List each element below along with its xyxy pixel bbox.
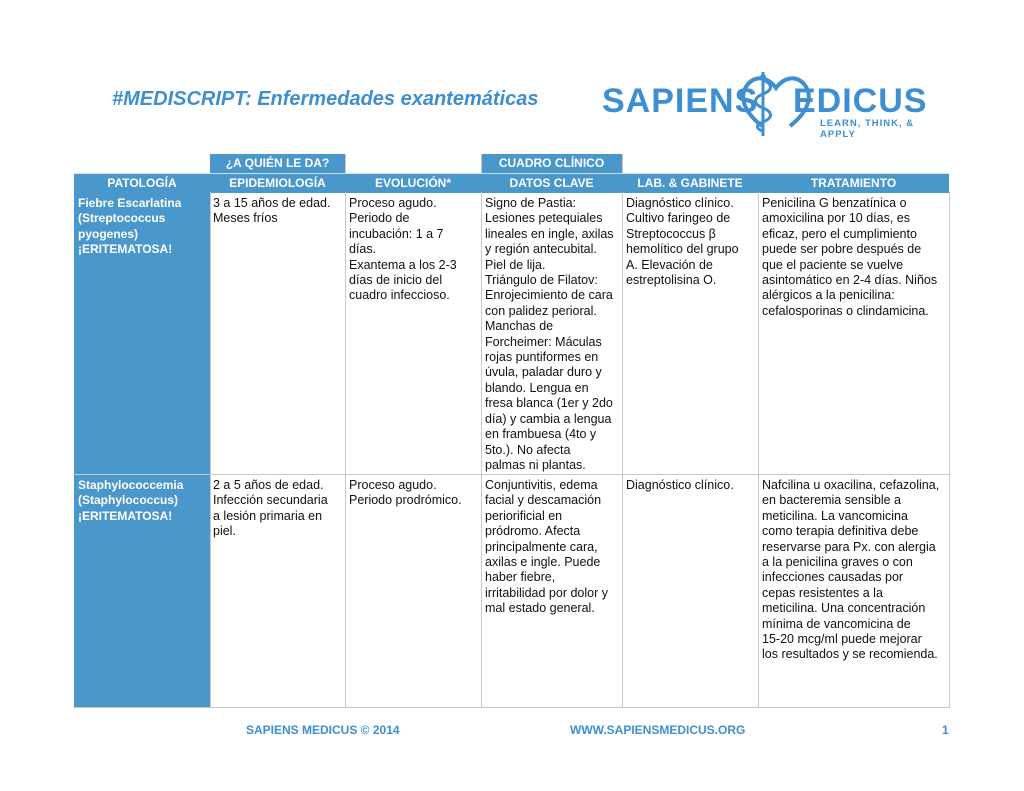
column-header-lab: LAB. & GABINETE [637, 176, 743, 190]
grid-line [210, 192, 211, 707]
grid-line [622, 192, 623, 707]
column-header-key-data: DATOS CLAVE [509, 176, 594, 190]
table-header-row [74, 173, 949, 193]
sapiens-medicus-logo [600, 66, 945, 138]
pathology-cell: Staphylococcemia (Staphylococcus) ¡ERITEMATOSA! [78, 478, 184, 523]
treatment-cell: Nafcilina u oxacilina, cefazolina, en bacteremia sensible a meticilina. La vancomicina como terapia definitiva debe reservarse para Px. con alergia a la penicilina graves o con infecciones causadas por cepas resistentes a la meticilina. Una concentración mínima de vancomicina de 15-20 mcg/ml puede mejorar los resultados y se recomienda. [762, 478, 940, 662]
column-header-evolution: EVOLUCIÓN* [374, 176, 451, 190]
group-header-clinical: CUADRO CLÍNICO [481, 154, 622, 173]
pathology-cell: Fiebre Escarlatina (Streptococcus pyogenes) ¡ERITEMATOSA! [78, 196, 182, 257]
group-header-who: ¿A QUIÉN LE DA? [210, 154, 345, 173]
lab-cell: Diagnóstico clínico. [626, 478, 734, 492]
key-data-cell: Signo de Pastia: Lesiones petequiales lineales en ingle, axilas y región antecubital. Piel de lija. Triángulo de Filatov: Enrojecimiento de cara con palidez perioral. Manchas de Forcheimer: Máculas rojas puntiformes en úvula, paladar duro y blando. Lengua en fresa blanca (1er y 2do día) y cambia a lengua en frambuesa (4to y 5to.). No afecta palmas ni plantas. [485, 196, 614, 472]
pathology-column-background [74, 192, 210, 707]
grid-line [345, 154, 346, 173]
grid-line [74, 474, 950, 475]
treatment-cell: Penicilina G benzatínica o amoxicilina por 10 días, es eficaz, pero el cumplimiento puede ser pobre después de que el paciente se vuelve asintomático en 2-4 días. Niños alérgicos a la penicilina: cefalosporinas o clindamicina. [762, 196, 938, 318]
logo-tagline: LEARN, THINK, & APPLY [820, 118, 915, 140]
page-number: 1 [942, 723, 949, 737]
grid-line [481, 192, 482, 707]
column-header-pathology: PATOLOGÍA [107, 176, 177, 190]
page-title: #MEDISCRIPT: Enfermedades exantemáticas [112, 88, 539, 110]
grid-line [74, 707, 950, 708]
lab-cell: Diagnóstico clínico. Cultivo faringeo de Streptococcus β hemolítico del grupo A. Elevación de estreptolisina O. [626, 196, 739, 288]
evolution-cell: Proceso agudo. Periodo de incubación: 1 a 7 días. Exantema a los 2-3 días de inicio del cuadro infeccioso. [349, 196, 457, 303]
logo-left-text: SAPIENS [602, 82, 759, 120]
footer-url[interactable]: WWW.SAPIENSMEDICUS.ORG [570, 723, 746, 737]
grid-line [345, 192, 346, 707]
grid-line [481, 154, 482, 173]
epidemiology-cell: 3 a 15 años de edad. Meses fríos [213, 196, 331, 226]
logo-right-text: EDICUS [793, 82, 928, 120]
grid-line [949, 192, 950, 707]
grid-line [622, 154, 623, 173]
column-header-epidemiology: EPIDEMIOLOGÍA [229, 176, 326, 190]
footer-copyright: SAPIENS MEDICUS © 2014 [246, 723, 400, 737]
epidemiology-cell: 2 a 5 años de edad. Infección secundaria a lesión primaria en piel. [213, 478, 328, 539]
column-header-treatment: TRATAMIENTO [810, 176, 897, 190]
grid-line [758, 192, 759, 707]
evolution-cell: Proceso agudo. Periodo prodrómico. [349, 478, 462, 508]
key-data-cell: Conjuntivitis, edema facial y descamación periorificial en pródromo. Afecta principalmente cara, axilas e ingle. Puede haber fiebre, irritabilidad por dolor y mal estado general. [485, 478, 608, 616]
